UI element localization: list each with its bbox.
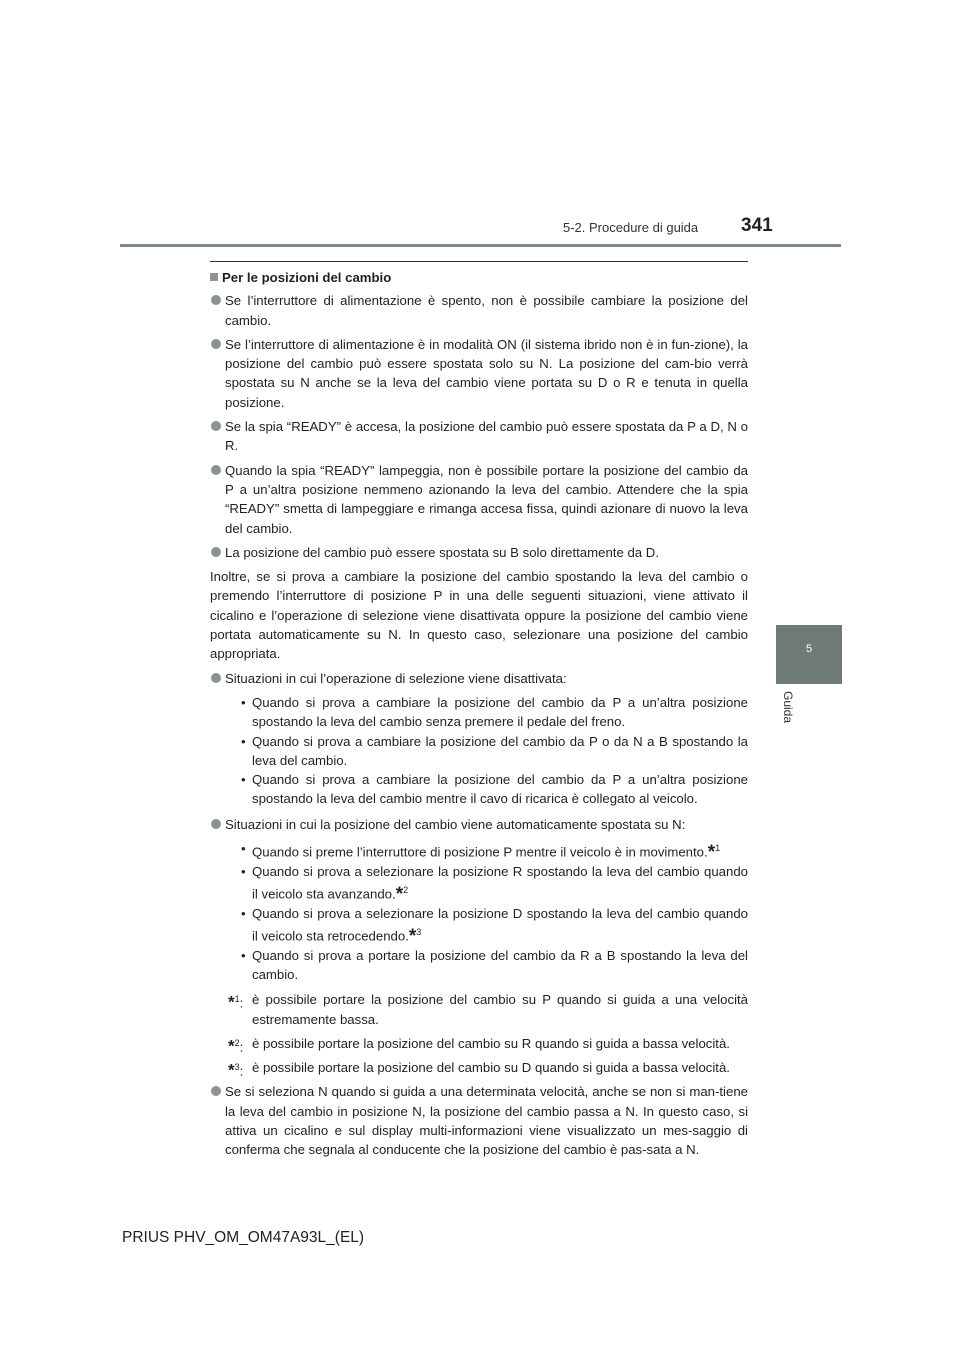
- group-title: [210, 815, 748, 834]
- footnote-mark: *: [408, 926, 417, 948]
- circle-bullet-icon: [211, 465, 221, 475]
- footnote-mark: *: [395, 884, 404, 906]
- header-rule: [120, 244, 841, 247]
- dot-bullet: •: [241, 694, 246, 710]
- sub-item-text: Quando si prova a portare la posizione del cambio da R a B spostando la leva del cambio.: [252, 947, 748, 982]
- sub-item: [210, 839, 748, 862]
- dot-bullet: •: [241, 841, 246, 857]
- footnote: [210, 1034, 748, 1056]
- section-heading-text: Per le posizioni del cambio: [222, 270, 392, 285]
- footnote-mark-number: 3: [416, 926, 422, 937]
- bullet-text: La posizione del cambio può essere spostata su B solo direttamente da D.: [225, 544, 659, 560]
- sub-item-text: Quando si prova a cambiare la posizione del cambio da P a un’altra posizione spostando la leva del cambio senza premere il pedale del freno.: [252, 694, 748, 730]
- sub-item: [210, 732, 748, 771]
- bullet-item: [210, 291, 748, 330]
- bullet-text: Se l’interruttore di alimentazione è in modalità ON (il sistema ibrido non è in fun-zione), la posizione del cambio può essere spostata solo su N. La posizione del cam-bio verrà spostata su N anche se la leva del cambio viene portata su D o R e tenuta in quella posizione.: [225, 336, 748, 410]
- chapter-tab: [776, 625, 842, 684]
- chapter-label-box: [777, 691, 817, 741]
- footnote-text: è possibile portare la posizione del cambio su D quando si guida a bassa velocità.: [252, 1060, 730, 1076]
- dot-bullet: •: [241, 947, 246, 963]
- header-section-title: 5-2. Procedure di guida: [563, 220, 699, 235]
- bullet-item: [210, 1082, 748, 1159]
- sub-item: [210, 946, 748, 985]
- content-body: [210, 268, 748, 1165]
- content-top-rule: [210, 261, 748, 262]
- footnote-marker: *$^3$:: [228, 1060, 244, 1080]
- footnote-number: 1: [234, 994, 240, 1005]
- footer-code: PRIUS PHV_OM_OM47A93L_(EL): [122, 1229, 365, 1246]
- bullet-text: Se la spia “READY” è accesa, la posizione del cambio può essere spostata da P a D, N o R.: [225, 419, 748, 454]
- bullet-item: [210, 543, 748, 562]
- sub-item: [210, 770, 748, 809]
- chapter-label: Guida: [781, 691, 795, 724]
- sub-item-text: Quando si prova a selezionare la posizione D spostando la leva del cambio quando il veicolo sta retrocedendo.: [252, 905, 748, 944]
- page-number: 341: [741, 215, 773, 236]
- footnote-mark: *: [707, 842, 716, 864]
- group-title-text: Situazioni in cui l’operazione di selezione viene disattivata:: [225, 670, 567, 686]
- footnote-number: 3: [234, 1062, 240, 1073]
- footnote-text: è possibile portare la posizione del cambio su P quando si guida a una velocità estremamente bassa.: [252, 992, 748, 1027]
- circle-bullet-icon: [211, 421, 221, 431]
- sub-item: [210, 693, 748, 732]
- footnote-number: 2: [234, 1037, 240, 1048]
- footnote-text: è possibile portare la posizione del cambio su R quando si guida a bassa velocità.: [252, 1035, 730, 1051]
- group-title: [210, 669, 748, 688]
- bullet-item: [210, 335, 748, 412]
- bullet-item: [210, 417, 748, 456]
- circle-bullet-icon: [211, 339, 221, 349]
- footnote: [210, 990, 748, 1029]
- circle-bullet-icon: [211, 547, 221, 557]
- footnote-mark-number: 2: [403, 885, 409, 895]
- circle-bullet-icon: [211, 819, 221, 829]
- square-bullet-icon: [210, 273, 218, 281]
- bullet-item: [210, 461, 748, 538]
- circle-bullet-icon: [211, 673, 221, 683]
- sub-item-text: Quando si preme l’interruttore di posizione P mentre il veicolo è in movimento.: [252, 844, 708, 860]
- section-heading: [210, 268, 748, 287]
- bullet-text: Se l’interruttore di alimentazione è spento, non è possibile cambiare la posizione del cambio.: [225, 293, 748, 328]
- footnote: [210, 1058, 748, 1080]
- bullet-text: Se si seleziona N quando si guida a una determinata velocità, anche se non si man-tiene la leva del cambio in posizione N, la posizione del cambio passa a N. In questo caso, si attiva un cicalino e sul display multi-informazioni viene visualizzato un mes-saggio di conferma che segnala al conducente che la posizione del cambio è pas-sata a N.: [225, 1084, 748, 1158]
- sub-item-text: Quando si prova a cambiare la posizione del cambio da P a un’altra posizione spostando la leva del cambio mentre il cavo di ricarica è collegato al veicolo.: [252, 772, 748, 807]
- sub-item: [210, 862, 748, 904]
- chapter-number: 5: [805, 643, 813, 655]
- circle-bullet-icon: [211, 295, 221, 305]
- dot-bullet: •: [241, 863, 246, 879]
- dot-bullet: •: [241, 772, 246, 788]
- footnote-marker: *$^1$:: [228, 992, 244, 1012]
- group-title-text: Situazioni in cui la posizione del cambio viene automaticamente spostata su N:: [225, 816, 686, 832]
- footnote-mark-number: 1: [715, 843, 721, 854]
- dot-bullet: •: [241, 905, 246, 921]
- sub-item-text: Quando si prova a cambiare la posizione del cambio da P o da N a B spostando la leva del cambio.: [252, 733, 748, 768]
- circle-bullet-icon: [211, 1086, 221, 1096]
- sub-item-text: Quando si prova a selezionare la posizione R spostando la leva del cambio quando il veicolo sta avanzando.: [252, 863, 748, 902]
- bullet-text: Quando la spia “READY” lampeggia, non è possibile portare la posizione del cambio da P a un’altra posizione nemmeno azionando la leva del cambio. Attendere che la spia “READY” smetta di lampeggiare e rimanga accesa fissa, quindi azionare di nuovo la leva del cambio.: [225, 462, 748, 536]
- dot-bullet: •: [241, 733, 246, 749]
- sub-item: [210, 904, 748, 946]
- body-paragraph: Inoltre, se si prova a cambiare la posizione del cambio spostando la leva del cambio o premendo l’interruttore di posizione P in una delle seguenti situazioni, viene attivato il cicalino e l’operazione di selezione viene disattivata oppure la posizione del cambio viene portata automaticamente su N. In questo caso, selezionare una posizione del cambio appropriata.: [210, 569, 748, 662]
- footnote-marker: *$^2$:: [228, 1036, 244, 1056]
